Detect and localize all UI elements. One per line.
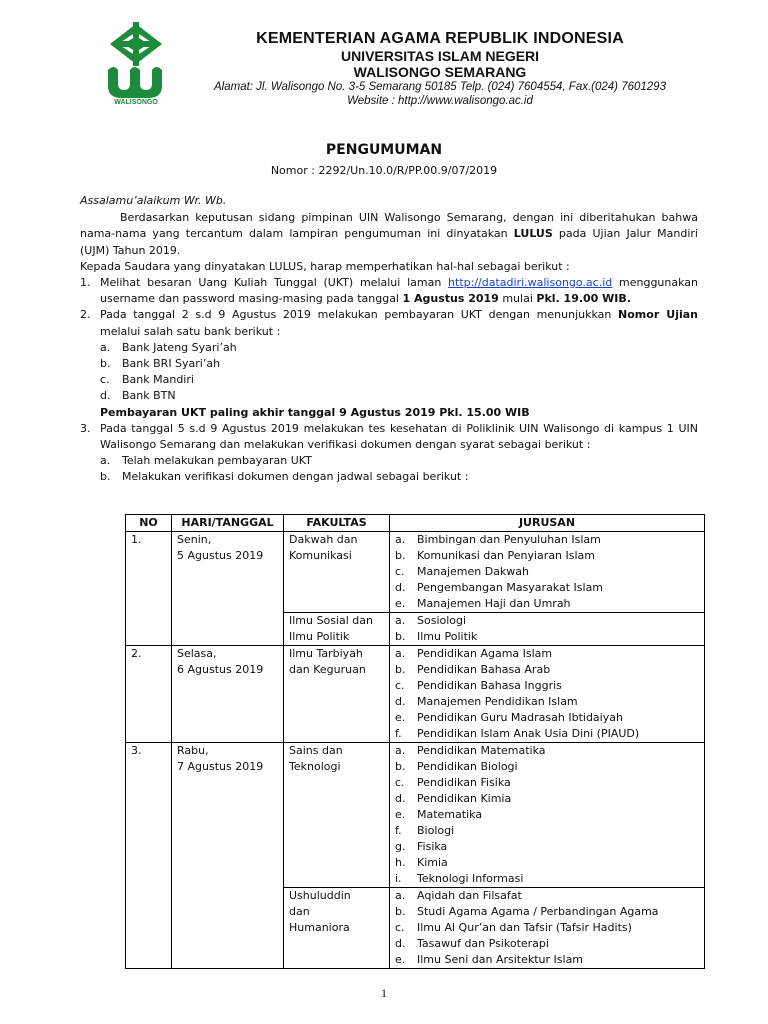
item1-text: Melihat besaran Uang Kuliah Tunggal (UKT) melalui laman [100, 276, 449, 290]
day-name: Senin, [177, 533, 212, 546]
greeting: Assalamu’alaikum Wr. Wb. [80, 194, 227, 207]
requirement-text: Telah melakukan pembayaran UKT [122, 454, 312, 468]
bank-letter: b. [100, 357, 111, 371]
major-item [395, 726, 699, 742]
item2-text: Pada tanggal 2 s.d 9 Agustus 2019 melakukan pembayaran UKT dengan menunjukkan [100, 308, 619, 322]
major-name: Pendidikan Bahasa Inggris [417, 679, 562, 692]
item-2 [80, 307, 698, 339]
major-name: Pendidikan Bahasa Arab [417, 663, 551, 676]
major-item [395, 855, 699, 871]
major-item [395, 694, 699, 710]
major-letter: e. [395, 597, 406, 610]
item1-date: 1 Agustus 2019 [402, 292, 499, 306]
table-row [126, 743, 705, 888]
major-item [395, 839, 699, 855]
major-name: Pendidikan Fisika [417, 776, 511, 789]
major-letter: a. [395, 533, 406, 546]
major-name: Kimia [417, 856, 448, 869]
day-name: Rabu, [177, 744, 209, 757]
payment-deadline: Pembayaran UKT paling akhir tanggal 9 Agustus 2019 Pkl. 15.00 WIB [100, 405, 530, 419]
faculty-name-line: Ushuluddin [289, 889, 351, 902]
major-letter: a. [395, 647, 406, 660]
table-row [126, 532, 705, 613]
faculty-name-line: Teknologi [289, 760, 341, 773]
major-item [395, 743, 699, 759]
major-item [395, 580, 699, 596]
ministry-name: KEMENTERIAN AGAMA REPUBLIK INDONESIA [256, 30, 624, 47]
item1-time: Pkl. 19.00 WIB. [536, 292, 631, 306]
intro-lulus: LULUS [513, 227, 553, 241]
major-letter: b. [395, 663, 406, 676]
faculty-name-line: dan Keguruan [289, 663, 366, 676]
major-name: Pengembangan Masyarakat Islam [417, 581, 604, 594]
major-item [395, 596, 699, 612]
major-letter: g. [395, 840, 406, 853]
major-name: Fisika [417, 840, 448, 853]
major-item [395, 662, 699, 678]
major-name: Matematika [417, 808, 483, 821]
day-name: Selasa, [177, 647, 217, 660]
logo-caption: WALISONGO [114, 99, 158, 106]
item2-nomor-ujian: Nomor Ujian [618, 308, 698, 322]
major-letter: d. [395, 581, 406, 594]
faculty-name-line: Ilmu Tarbiyah [289, 647, 363, 660]
major-cell [390, 888, 705, 969]
datadiri-link[interactable]: http://datadiri.walisongo.ac.id [448, 276, 613, 290]
major-letter: c. [395, 679, 405, 692]
major-name: Bimbingan dan Penyuluhan Islam [417, 533, 601, 546]
table-row [126, 646, 705, 743]
bank-item [80, 372, 698, 388]
item1-text-3: mulai [498, 292, 537, 306]
announcement-body [80, 193, 698, 486]
day-number: 3. [126, 743, 172, 969]
major-letter: i. [395, 872, 402, 885]
major-item [395, 791, 699, 807]
item2-text-2: melalui salah satu bank berikut : [100, 324, 281, 338]
major-item [395, 920, 699, 936]
campus-name: WALISONGO SEMARANG [353, 64, 527, 80]
bank-name: Bank BRI Syari’ah [122, 357, 221, 371]
major-letter: e. [395, 711, 406, 724]
major-letter: h. [395, 856, 406, 869]
major-name: Pendidikan Biologi [417, 760, 518, 773]
major-name: Pendidikan Guru Madrasah Ibtidaiyah [417, 711, 623, 724]
header-day-date: HARI/TANGGAL [172, 515, 284, 532]
header-faculty: FAKULTAS [284, 515, 390, 532]
major-letter: b. [395, 549, 406, 562]
major-letter: e. [395, 808, 406, 821]
item-3 [80, 421, 698, 453]
uin-walisongo-logo [100, 22, 172, 106]
major-name: Manajemen Dakwah [417, 565, 530, 578]
faculty-name-line: Ilmu Sosial dan [289, 614, 373, 627]
intro-text-end: pada Ujian Jalur Mandiri (UJM) Tahun 2019. [80, 227, 698, 257]
requirement-text: Melakukan verifikasi dokumen dengan jadwal sebagai berikut : [122, 470, 469, 484]
item-number: 1. [80, 276, 91, 290]
requirement-letter: b. [100, 470, 111, 484]
intro-text: Berdasarkan keputusan sidang pimpinan UIN Walisongo Semarang, dengan ini diberitahukan bahwa nama-nama yang tercantum dalam lampiran pengumuman ini dinyatakan [80, 211, 698, 241]
announcement-number: Nomor : 2292/Un.10.0/R/PP.00.9/07/2019 [270, 164, 498, 177]
major-letter: c. [395, 565, 405, 578]
day-number: 2. [126, 646, 172, 743]
major-name: Teknologi Informasi [417, 872, 524, 885]
major-item [395, 678, 699, 694]
major-letter: b. [395, 905, 406, 918]
major-letter: f. [395, 824, 402, 837]
major-item [395, 532, 699, 548]
major-item [395, 888, 699, 904]
major-cell [390, 613, 705, 646]
faculty-cell [284, 743, 390, 888]
requirement-item [80, 469, 698, 485]
major-letter: d. [395, 937, 406, 950]
announcement-title: PENGUMUMAN [325, 142, 443, 158]
faculty-cell [284, 613, 390, 646]
major-cell [390, 646, 705, 743]
institution-address: Alamat: Jl. Walisongo No. 3-5 Semarang 50185 Telp. (024) 7604554, Fax.(024) 7601293 [214, 81, 666, 93]
major-name: Ilmu Seni dan Arsitektur Islam [417, 953, 584, 966]
bank-name: Bank Mandiri [122, 373, 194, 387]
major-item [395, 710, 699, 726]
day-date: 7 Agustus 2019 [177, 760, 264, 773]
major-letter: b. [395, 760, 406, 773]
bank-letter: a. [100, 340, 111, 354]
day-date: 6 Agustus 2019 [177, 663, 264, 676]
verification-schedule-table [125, 514, 705, 969]
major-item [395, 548, 699, 564]
major-name: Pendidikan Islam Anak Usia Dini (PIAUD) [417, 727, 640, 740]
day-date-cell [172, 646, 284, 743]
day-number: 1. [126, 532, 172, 646]
day-date: 5 Agustus 2019 [177, 549, 264, 562]
faculty-name-line: Sains dan [289, 744, 343, 757]
major-letter: a. [395, 889, 406, 902]
major-name: Manajemen Pendidikan Islam [417, 695, 578, 708]
major-item [395, 613, 699, 629]
day-date-cell [172, 532, 284, 646]
major-item [395, 564, 699, 580]
major-name: Biologi [417, 824, 455, 837]
major-item [395, 904, 699, 920]
major-item [395, 936, 699, 952]
faculty-cell [284, 888, 390, 969]
requirement-letter: a. [100, 454, 111, 468]
faculty-name-line: dan [289, 905, 310, 918]
major-letter: d. [395, 792, 406, 805]
university-name: UNIVERSITAS ISLAM NEGERI [340, 48, 540, 64]
bank-name: Bank Jateng Syari’ah [122, 340, 237, 354]
institution-website: Website : http://www.walisongo.ac.id [347, 95, 533, 107]
bank-letter: d. [100, 389, 111, 403]
item-1 [80, 275, 698, 307]
major-name: Pendidikan Agama Islam [417, 647, 553, 660]
major-letter: e. [395, 953, 406, 966]
faculty-cell [284, 646, 390, 743]
major-name: Tasawuf dan Psikoterapi [417, 937, 549, 950]
page-number: 1 [381, 986, 387, 1000]
major-letter: c. [395, 776, 405, 789]
item3-text: Pada tanggal 5 s.d 9 Agustus 2019 melakukan tes kesehatan di Poliklinik UIN Walisongo di kampus 1 UIN Walisongo Semarang dan melakukan verifikasi dokumen dengan syarat sebagai berikut : [100, 421, 698, 452]
major-letter: b. [395, 630, 406, 643]
major-letter: d. [395, 695, 406, 708]
faculty-name-line: Dakwah dan [289, 533, 358, 546]
major-name: Ilmu Al Qur’an dan Tafsir (Tafsir Hadits) [417, 921, 632, 934]
bank-item [80, 340, 698, 356]
major-item [395, 646, 699, 662]
faculty-name-line: Komunikasi [289, 549, 352, 562]
major-name: Pendidikan Matematika [417, 744, 546, 757]
major-name: Manajemen Haji dan Umrah [417, 597, 571, 610]
intro-paragraph [80, 210, 698, 259]
item-number: 3. [80, 421, 91, 435]
header-no: NO [126, 515, 172, 532]
major-item [395, 807, 699, 823]
bank-name: Bank BTN [122, 389, 176, 403]
day-date-cell [172, 743, 284, 969]
bank-item [80, 388, 698, 404]
major-name: Pendidikan Kimia [417, 792, 512, 805]
major-item [395, 871, 699, 887]
major-item [395, 823, 699, 839]
bank-item [80, 356, 698, 372]
instruction-line: Kepada Saudara yang dinyatakan LULUS, harap memperhatikan hal-hal sebagai berikut : [80, 259, 570, 273]
major-letter: f. [395, 727, 402, 740]
major-name: Ilmu Politik [417, 630, 478, 643]
item-number: 2. [80, 308, 91, 322]
faculty-name-line: Humaniora [289, 921, 350, 934]
letterhead [180, 30, 700, 108]
faculty-cell [284, 532, 390, 613]
major-name: Aqidah dan Filsafat [417, 889, 522, 902]
major-name: Sosiologi [417, 614, 467, 627]
table-header-row [126, 515, 705, 532]
major-item [395, 952, 699, 968]
faculty-name-line: Ilmu Politik [289, 630, 350, 643]
major-item [395, 629, 699, 645]
major-name: Komunikasi dan Penyiaran Islam [417, 549, 596, 562]
requirement-item [80, 453, 698, 469]
major-item [395, 759, 699, 775]
major-name: Studi Agama Agama / Perbandingan Agama [417, 905, 659, 918]
major-letter: a. [395, 744, 406, 757]
header-major: JURUSAN [390, 515, 705, 532]
major-item [395, 775, 699, 791]
major-cell [390, 743, 705, 888]
item1-text-2: menggunakan username dan password masing-masing pada tanggal [100, 276, 698, 306]
major-cell [390, 532, 705, 613]
bank-letter: c. [100, 373, 110, 387]
major-letter: a. [395, 614, 406, 627]
major-letter: c. [395, 921, 405, 934]
